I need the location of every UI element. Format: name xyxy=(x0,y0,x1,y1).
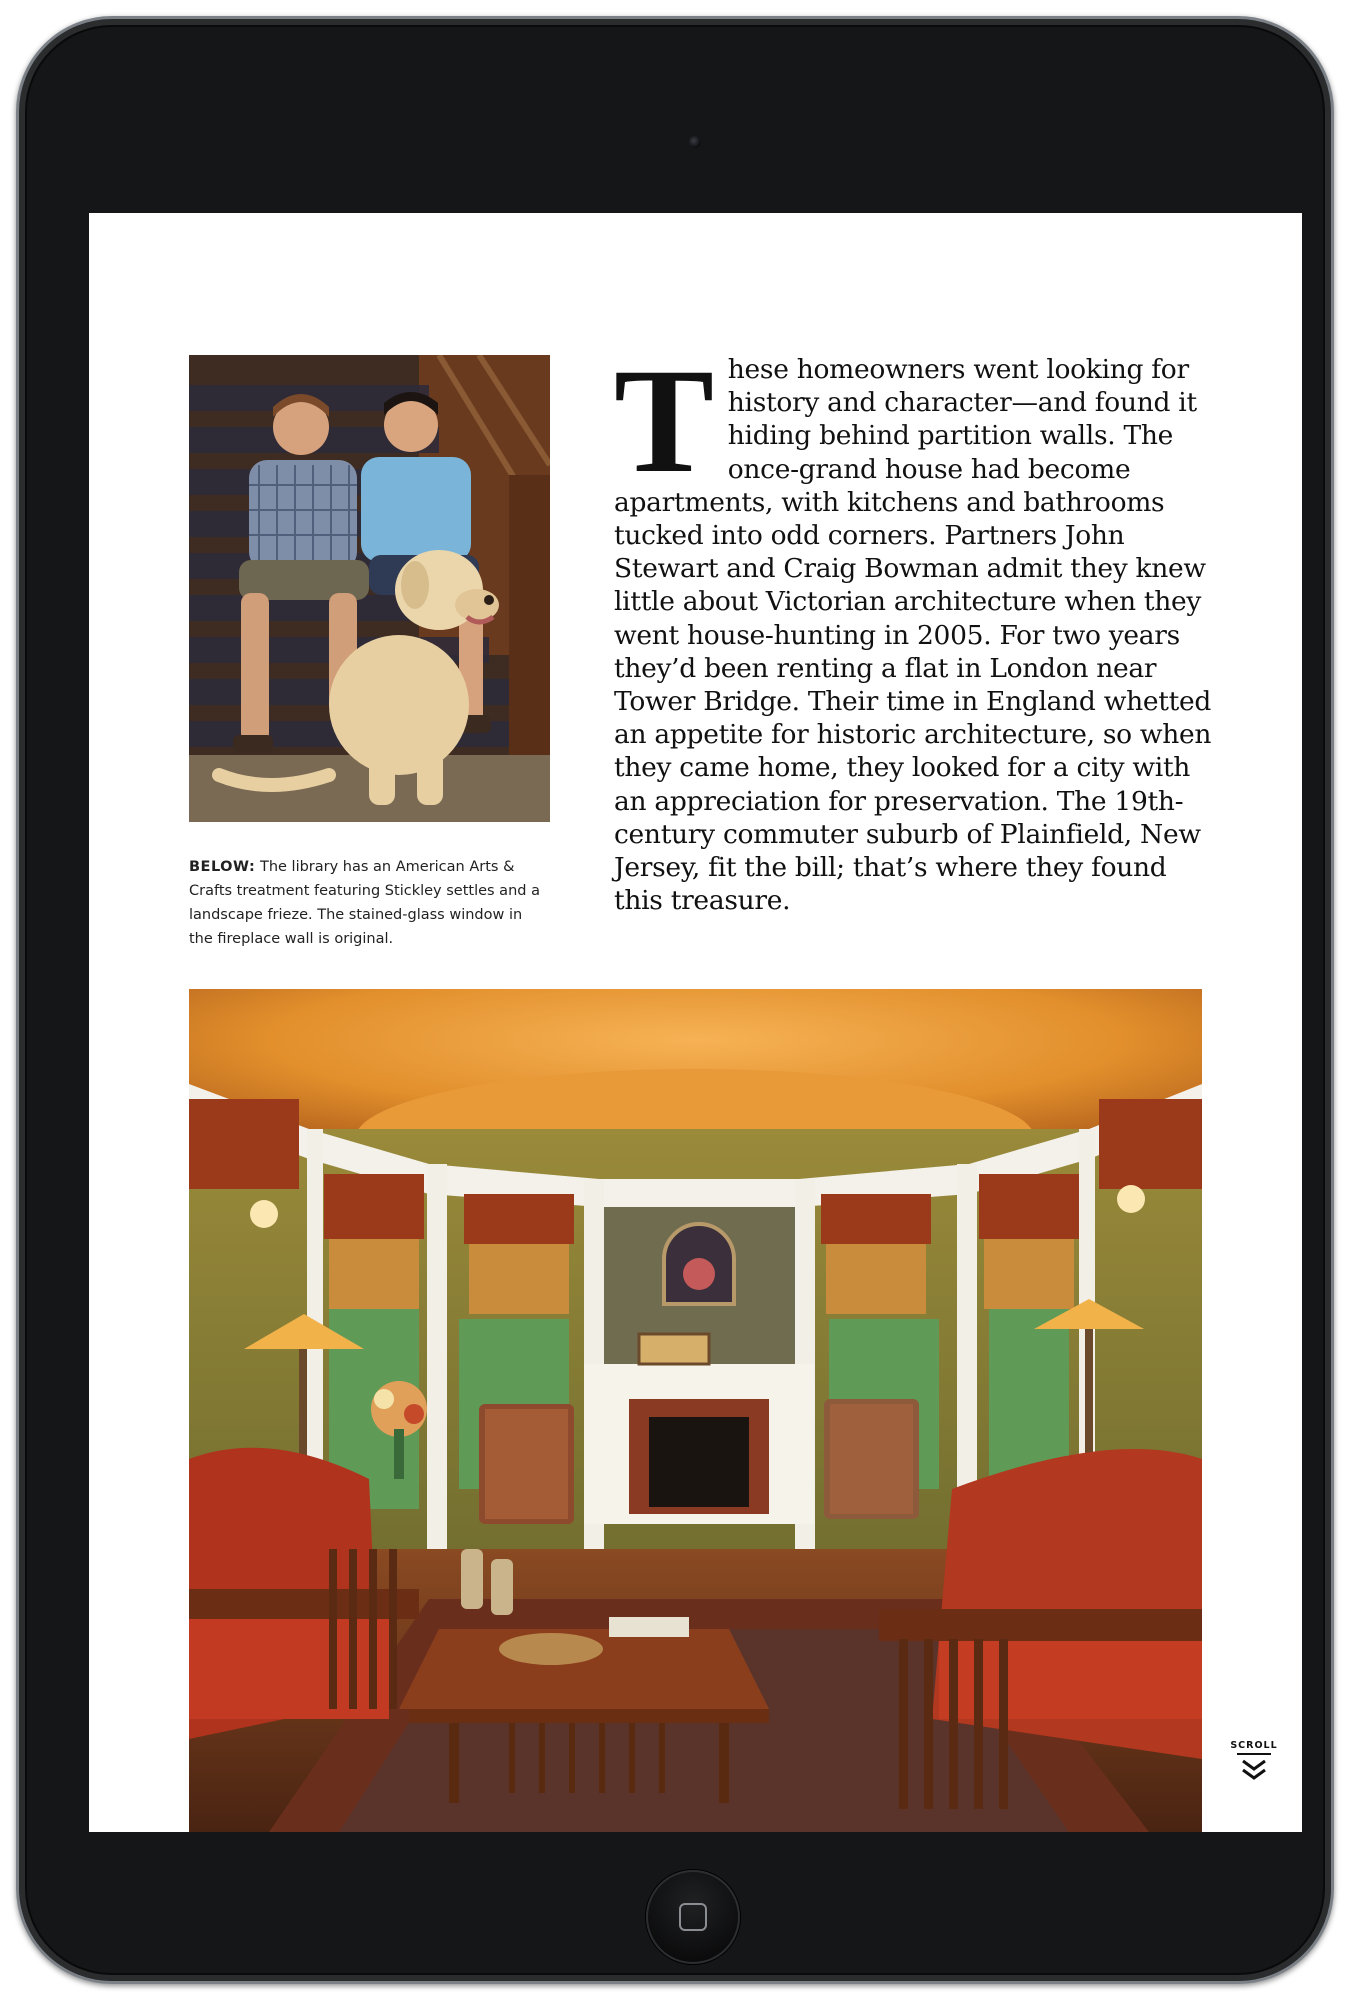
magazine-page[interactable] xyxy=(89,213,1302,1832)
double-chevron-down-icon xyxy=(1239,1769,1269,1786)
homeowners-photo-illustration xyxy=(189,355,550,822)
homeowners-photo xyxy=(189,355,550,822)
home-button[interactable] xyxy=(646,1870,740,1964)
article-body xyxy=(614,338,1214,917)
tablet-device xyxy=(16,16,1334,1984)
drop-cap: T xyxy=(614,338,714,504)
caption-lead: BELOW: xyxy=(189,859,256,875)
scroll-label: SCROLL xyxy=(1230,1740,1278,1751)
photo-caption xyxy=(189,855,549,951)
living-room-illustration xyxy=(189,989,1202,1832)
scroll-indicator[interactable] xyxy=(1229,1740,1279,1787)
living-room-photo xyxy=(189,989,1202,1832)
front-camera-icon xyxy=(689,136,701,148)
caption-text: The library has an American Arts & Crafts treatment featuring Stickley settles and a landscape frieze. The stained-glass window in the fireplace wall is original. xyxy=(189,859,540,947)
article-paragraph: hese homeowners went looking for history and character—and found it hiding behind partition walls. The once-grand house had become apartments, with kitchens and bathrooms tucked into odd corners. Partners John Stewart and Craig Bowman admit they knew little about Victorian architecture when they went house-hunting in 2005. For two years they’d been renting a flat in London near Tower Bridge. Their time in England whetted an appetite for historic architecture, so when they came home, they looked for a city with an appreciation for preservation. The 19th-century commuter suburb of Plainfield, New Jersey, fit the bill; that’s where they found this treasure. xyxy=(614,354,1212,917)
home-square-icon xyxy=(679,1903,707,1931)
scroll-rule xyxy=(1237,1753,1271,1755)
